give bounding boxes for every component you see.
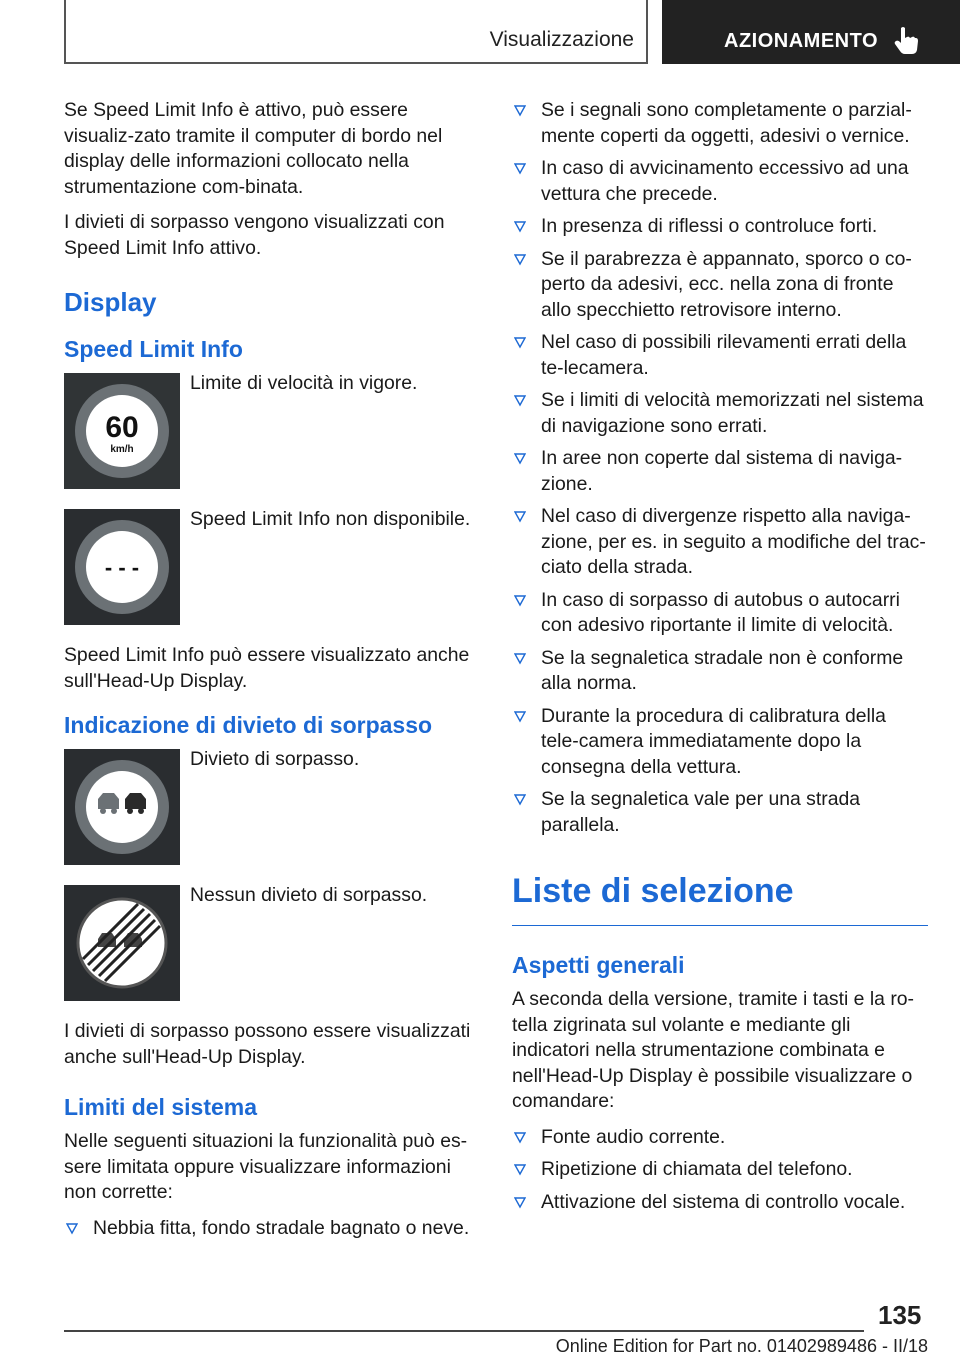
triangle-bullet-icon <box>514 595 526 607</box>
triangle-bullet-icon <box>514 711 526 723</box>
list-item <box>512 588 928 639</box>
pointing-hand-icon <box>892 26 920 56</box>
sign-row-unavailable <box>64 507 480 643</box>
triangle-bullet-icon <box>514 105 526 117</box>
header-section-box <box>64 0 648 64</box>
list-item-text: In caso di avvicinamento eccessivo ad una vettura che precede. <box>541 157 909 205</box>
right-column <box>512 98 928 1222</box>
list-item <box>512 98 928 149</box>
triangle-bullet-icon <box>514 1132 526 1144</box>
system-limits-list-right <box>512 98 928 838</box>
sign-row-no-overtaking <box>64 747 480 883</box>
list-item-text: Nel caso di divergenze rispetto alla naviga‐zione, per es. in seguito a modifiche del trac‐ciato della strada. <box>541 505 926 578</box>
list-item-text: Nel caso di possibili rilevamenti errati della te‐lecamera. <box>541 331 907 379</box>
sign-caption-speed-limit: Limite di velocità in vigore. <box>190 372 418 394</box>
triangle-bullet-icon <box>514 254 526 266</box>
list-item-text: In presenza di riflessi o controluce forti. <box>541 215 878 237</box>
intro-paragraph-1: Se Speed Limit Info è attivo, può essere visualiz‐zato tramite il computer di bordo nel display delle informazioni collocato nella strumentazione com‐binata. <box>64 99 443 198</box>
list-item-text: Durante la procedura di calibratura della tele‐camera immediatamente dopo la consegna della vettura. <box>541 704 886 778</box>
header-chapter-tab <box>662 0 960 64</box>
sign-caption-end-no-overtaking: Nessun divieto di sorpasso. <box>190 884 428 906</box>
list-item <box>512 446 928 497</box>
list-item-text: Fonte audio corrente. <box>541 1125 726 1148</box>
triangle-bullet-icon <box>514 1197 526 1209</box>
general-aspects-list <box>512 1125 928 1216</box>
list-item-text: Nebbia fitta, fondo stradale bagnato o neve. <box>93 1216 470 1239</box>
list-item <box>512 787 928 838</box>
speed-info-hud-note: Speed Limit Info può essere visualizzato anche sull'Head-Up Display. <box>64 644 470 692</box>
list-item <box>512 1125 928 1151</box>
heading-display: Display <box>64 287 157 317</box>
sign-speed-value: 60 <box>105 411 139 444</box>
footer-divider <box>64 1330 864 1332</box>
list-item-text: Attivazione del sistema di controllo vocale. <box>541 1190 906 1213</box>
list-item-text: Se la segnaletica vale per una strada parallela. <box>541 788 861 836</box>
triangle-bullet-icon <box>514 1164 526 1176</box>
triangle-bullet-icon <box>514 221 526 233</box>
list-item <box>64 1216 480 1242</box>
list-item-text: Ripetizione di chiamata del telefono. <box>541 1158 853 1180</box>
list-item <box>512 388 928 439</box>
list-item <box>512 504 928 581</box>
triangle-bullet-icon <box>514 395 526 407</box>
list-item-text: Se il parabrezza è appannato, sporco o co‐perto da adesivi, ecc. nella zona di fronte allo specchietto retrovisore interno. <box>541 247 912 321</box>
list-item <box>512 704 928 781</box>
sign-caption-no-overtaking: Divieto di sorpasso. <box>190 748 360 770</box>
header-chapter-title: AZIONAMENTO <box>724 29 879 52</box>
triangle-bullet-icon <box>66 1223 78 1235</box>
sign-row-speed-limit <box>64 371 480 507</box>
header-section-title: Visualizzazione <box>489 28 634 51</box>
list-item <box>512 1190 928 1216</box>
footer-edition: Online Edition for Part no. 01402989486 - II/18 <box>555 1336 928 1356</box>
sign-caption-unavailable: Speed Limit Info non disponibile. <box>190 508 471 530</box>
list-item <box>512 646 928 697</box>
intro-paragraph-2: I divieti di sorpasso vengono visualizzati con Speed Limit Info attivo. <box>64 211 445 259</box>
sign-unavailable-text: - - - <box>104 555 140 580</box>
heading-general-aspects: Aspetti generali <box>512 952 685 978</box>
list-item <box>512 1157 928 1183</box>
system-limits-intro: Nelle seguenti situazioni la funzionalità può es‐sere limitata oppure visualizzare informazioni non corrette: <box>64 1130 468 1203</box>
heading-overtake-indication: Indicazione di divieto di sorpasso <box>64 712 433 738</box>
list-item <box>512 330 928 381</box>
left-column <box>64 98 480 1248</box>
sign-row-end-no-overtaking <box>64 883 480 1019</box>
triangle-bullet-icon <box>514 794 526 806</box>
list-item-text: In caso di sorpasso di autobus o autocarri con adesivo riportante il limite di velocità. <box>541 588 900 636</box>
heading-speed-limit-info: Speed Limit Info <box>64 336 243 362</box>
triangle-bullet-icon <box>514 163 526 175</box>
speed-limit-60-icon <box>64 373 180 489</box>
triangle-bullet-icon <box>514 511 526 523</box>
list-item-text: Se la segnaletica stradale non è conforme alla norma. <box>541 646 904 694</box>
heading-selection-lists: Liste di selezione <box>512 872 928 926</box>
speed-limit-unavailable-icon <box>64 509 180 625</box>
page-number: 135 <box>878 1300 922 1330</box>
list-item-text: In aree non coperte dal sistema di naviga‐zione. <box>541 447 903 495</box>
general-aspects-paragraph: A seconda della versione, tramite i tasti e la ro‐tella zigrinata sul volante e mediante gli indicatori nella strumentazione combinata e nell'Head-Up Display è possibile visualizzare o comandare: <box>512 988 915 1112</box>
list-item <box>512 214 928 240</box>
list-item-text: Se i segnali sono completamente o parzial‐mente coperti da oggetti, adesivi o vernice. <box>541 99 912 147</box>
sign-speed-unit: km/h <box>110 444 134 455</box>
list-item-text: Se i limiti di velocità memorizzati nel sistema di navigazione sono errati. <box>541 389 924 437</box>
triangle-bullet-icon <box>514 453 526 465</box>
triangle-bullet-icon <box>514 337 526 349</box>
overtake-hud-note: I divieti di sorpasso possono essere visualizzati anche sull'Head-Up Display. <box>64 1020 471 1068</box>
no-overtaking-icon <box>64 749 180 865</box>
heading-system-limits: Limiti del sistema <box>64 1094 258 1120</box>
list-item <box>512 247 928 324</box>
list-item <box>512 156 928 207</box>
end-of-no-overtaking-icon <box>64 885 180 1001</box>
system-limits-list-left <box>64 1216 480 1242</box>
triangle-bullet-icon <box>514 653 526 665</box>
